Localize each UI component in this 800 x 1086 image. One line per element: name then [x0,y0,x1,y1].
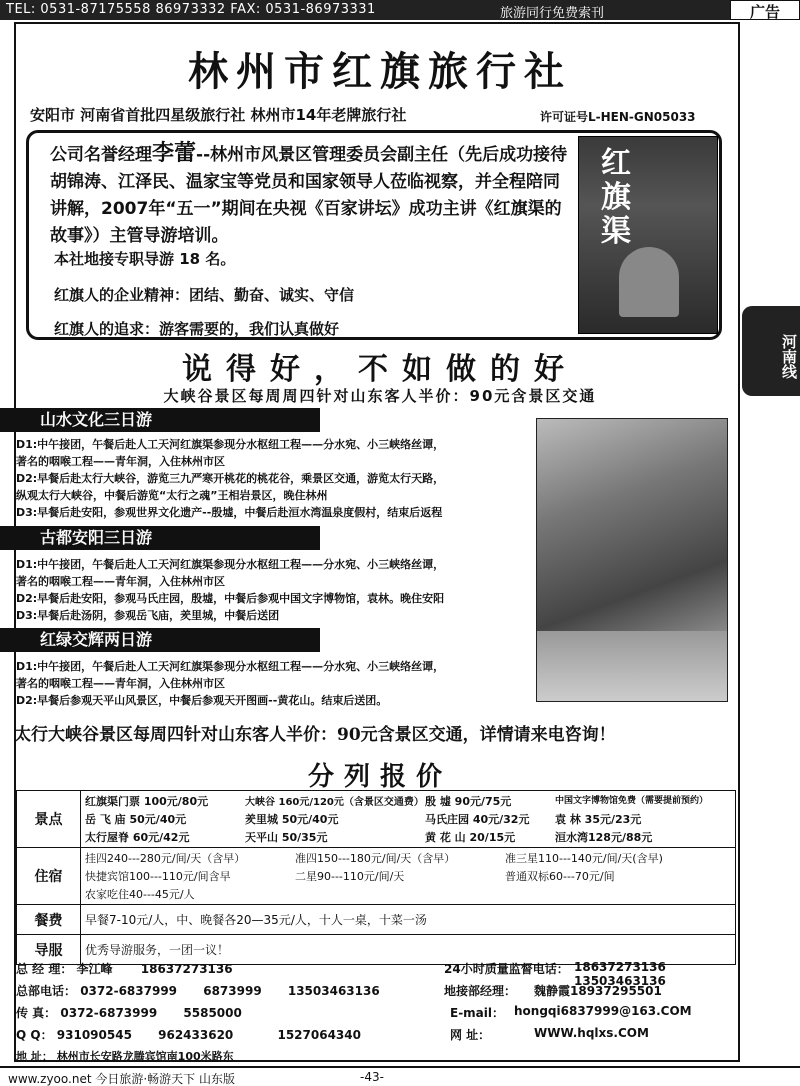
local-manager: 魏静霞18937295501 [534,984,662,998]
itinerary-line: D2:早餐后赴太行大峡谷，游览三九严寒开桃花的桃花谷，乘景区交通，游览太行天路， [16,472,445,485]
contact-row-address [16,1048,736,1064]
lodging-label: 住宿 [17,848,81,905]
honor-prefix: 公司名誉经理 [50,145,152,165]
meals-label: 餐费 [17,905,81,935]
tour-title-2: 古都安阳三日游 [0,526,320,550]
lodging-item: 挂四240---280元/间/天（含早） [85,852,246,865]
free-copy-note: 旅游同行免费索刊 [500,6,605,21]
itinerary-line: D1:中午接团，午餐后赴人工天河红旗渠参现分水枢纽工程——分水宛、小三峡络丝谭， [16,438,445,451]
corporate-pursuit: 红旗人的追求：游客需要的，我们认真做好 [54,320,340,338]
email-label: E-mail： [450,1006,505,1020]
attractions-label: 景点 [17,791,81,848]
hq-phone-3: 13503463136 [287,984,380,998]
page-number: -43- [360,1070,384,1084]
itinerary-line: D1:中午接团，午餐后赴人工天河红旗渠参现分水枢纽工程——分水宛、小三峡络丝谭， [16,660,445,673]
fax-label: 传 真： [16,1006,57,1020]
half-price-notice: 大峡谷景区每周周四针对山东客人半价：90元含景区交通 [163,387,597,405]
honor-description: --林州市风景区管理委员会副主任（先后成功接待胡锦涛、江泽民、温家宝等党员和国家领导人莅临视察，并全程陪同讲解，2007年“五一”期间在央视《百家讲坛》成功主讲《红旗渠的故事》）主管导游培训。 [50,145,568,246]
meals-cell: 早餐7-10元/人，中、晚餐各20—35元/人，十人一桌，十菜一汤 [81,905,736,935]
lodging-item: 农家吃住40---45元/人 [85,888,195,901]
hq-phone: 0372-6837999 [80,984,178,998]
tour-itinerary-1 [16,436,536,521]
itinerary-line: D3:早餐后赴汤阴，参观岳飞庙，羑里城，中餐后送团 [16,609,280,622]
page-title: 林州市红旗旅行社 [188,48,572,95]
license-number: 许可证号L-HEN-GN05033 [540,110,696,124]
tour-title-3: 红绿交辉两日游 [0,628,320,652]
qq-label: Q Q： [16,1028,53,1042]
local-manager-label: 地接部经理： [444,984,517,998]
price-item: 大峡谷 160元/120元（含景区交通费） [245,797,424,808]
tour-title-1: 山水文化三日游 [0,408,320,432]
table-row [17,848,736,905]
fax-number: 0372-6873999 [60,1006,158,1020]
price-item: 黄 花 山 20/15元 [425,831,516,844]
itinerary-line: D3:早餐后赴安阳，参观世界文化遗产--殷墟，中餐后赴洹水湾温泉度假村，结束后返程 [16,506,443,519]
gm-phone: 18637273136 [140,962,233,976]
contact-row-qq [16,1026,736,1043]
price-item: 羑里城 50元/40元 [245,813,339,826]
email-address: hongqi6837999@163.COM [514,1004,692,1018]
guide-label: 导服 [17,935,81,965]
price-item: 马氏庄园 40元/32元 [425,813,530,826]
presenter-figure [619,247,679,317]
fax-number-2: 5585000 [183,1006,242,1020]
website-label: 网 址： [450,1028,491,1042]
river-area [537,631,727,701]
contact-row-hq [16,982,736,999]
footer-site: www.zyoo.net 今日旅游·畅游天下 山东版 [8,1072,235,1086]
table-row [17,905,736,935]
itinerary-line: 著名的咽喉工程——青年洞，入住林州市区 [16,455,225,468]
itinerary-line: D1:中午接团，午餐后赴人工天河红旗渠参现分水枢纽工程——分水宛、小三峡络丝谭， [16,558,445,571]
ad-label: 广告 [730,0,800,20]
corporate-spirit: 红旗人的企业精神：团结、勤奋、诚实、守信 [54,286,355,304]
price-item: 岳 飞 庙 50元/40元 [85,813,187,826]
gm-name: 李江峰 [76,962,113,976]
contact-row-gm [16,960,736,988]
price-item: 天平山 50/35元 [245,831,328,844]
honor-name: 李蕾 [152,140,197,166]
price-item: 中国文字博物馆免费（需要提前预约） [555,796,709,806]
book-title: 红旗渠 [601,146,631,249]
lodging-item: 普通双标60---70元/间 [505,870,615,883]
hotline-label: 24小时质量监督电话： [444,962,569,976]
address-label: 地 址： [16,1050,53,1063]
lodging-item: 快捷宾馆100---110元/间含早 [85,870,231,883]
itinerary-line: 著名的咽喉工程——青年洞，入住林州市区 [16,575,225,588]
price-item: 红旗渠门票 100元/80元 [85,795,209,808]
website-url[interactable]: WWW.hqlxs.COM [534,1026,649,1040]
qq-number-2: 962433620 [158,1028,234,1042]
guides-count: 本社地接专职导游 18 名。 [54,250,236,268]
qq-number-3: 1527064340 [277,1028,361,1042]
lodging-item: 二星90---110元/间/天 [295,870,405,883]
price-item: 太行屋脊 60元/42元 [85,831,190,844]
contact-row-fax [16,1004,736,1021]
lodging-item: 准四150---180元/间/天（含早） [295,852,456,865]
slogan: 说得好，不如做的好 [182,352,578,387]
itinerary-line: 纵观太行大峡谷，中餐后游览“太行之魂”王相岩景区，晚住林州 [16,489,328,502]
lodging-cell [81,848,736,905]
price-section-title: 分列报价 [307,762,452,792]
hq-label: 总部电话： [16,984,77,998]
tour-itinerary-3 [16,658,536,709]
gm-label: 总 经 理： [16,962,73,976]
promo-banner: 太行大峡谷景区每周四针对山东客人半价：90元含景区交通，详情请来电咨询！ [14,725,616,745]
top-bar [0,0,800,20]
price-item: 殷 墟 90元/75元 [425,795,512,808]
guide-cell: 优秀导游服务，一团一议！ [81,935,736,965]
table-row [17,791,736,848]
top-contact: TEL: 0531-87175558 86973332 FAX: 0531-86973331 [6,2,376,17]
book-cover-image [578,136,718,334]
price-item: 袁 林 35元/23元 [555,813,642,826]
itinerary-line: D2:早餐后参观天平山风景区，中餐后参观天开图画--黄花山。结束后送团。 [16,694,388,707]
itinerary-line: 著名的咽喉工程——青年洞，入住林州市区 [16,677,225,690]
lodging-item: 准三星110---140元/间/天(含早) [505,852,663,865]
attractions-cell [81,791,736,848]
address: 林州市长安路龙腾宾馆南100米路东 [56,1050,234,1063]
qq-number: 931090545 [56,1028,132,1042]
price-table [16,790,736,965]
hotline-numbers: 18637273136 13503463136 [574,960,666,988]
honor-text [50,140,570,250]
page-footer [0,1066,800,1086]
agency-subline: 安阳市 河南省首批四星级旅行社 林州市14年老牌旅行社 [30,106,407,124]
tour-itinerary-2 [16,556,536,624]
side-tab-henan: 河南线 [742,306,800,396]
itinerary-line: D2:早餐后赴安阳，参观马氏庄园，殷墟，中餐后参观中国文字博物馆，袁林。晚住安阳 [16,592,445,605]
hq-phone-2: 6873999 [203,984,262,998]
canyon-photo [536,418,728,702]
price-item: 洹水湾128元/88元 [555,831,653,844]
